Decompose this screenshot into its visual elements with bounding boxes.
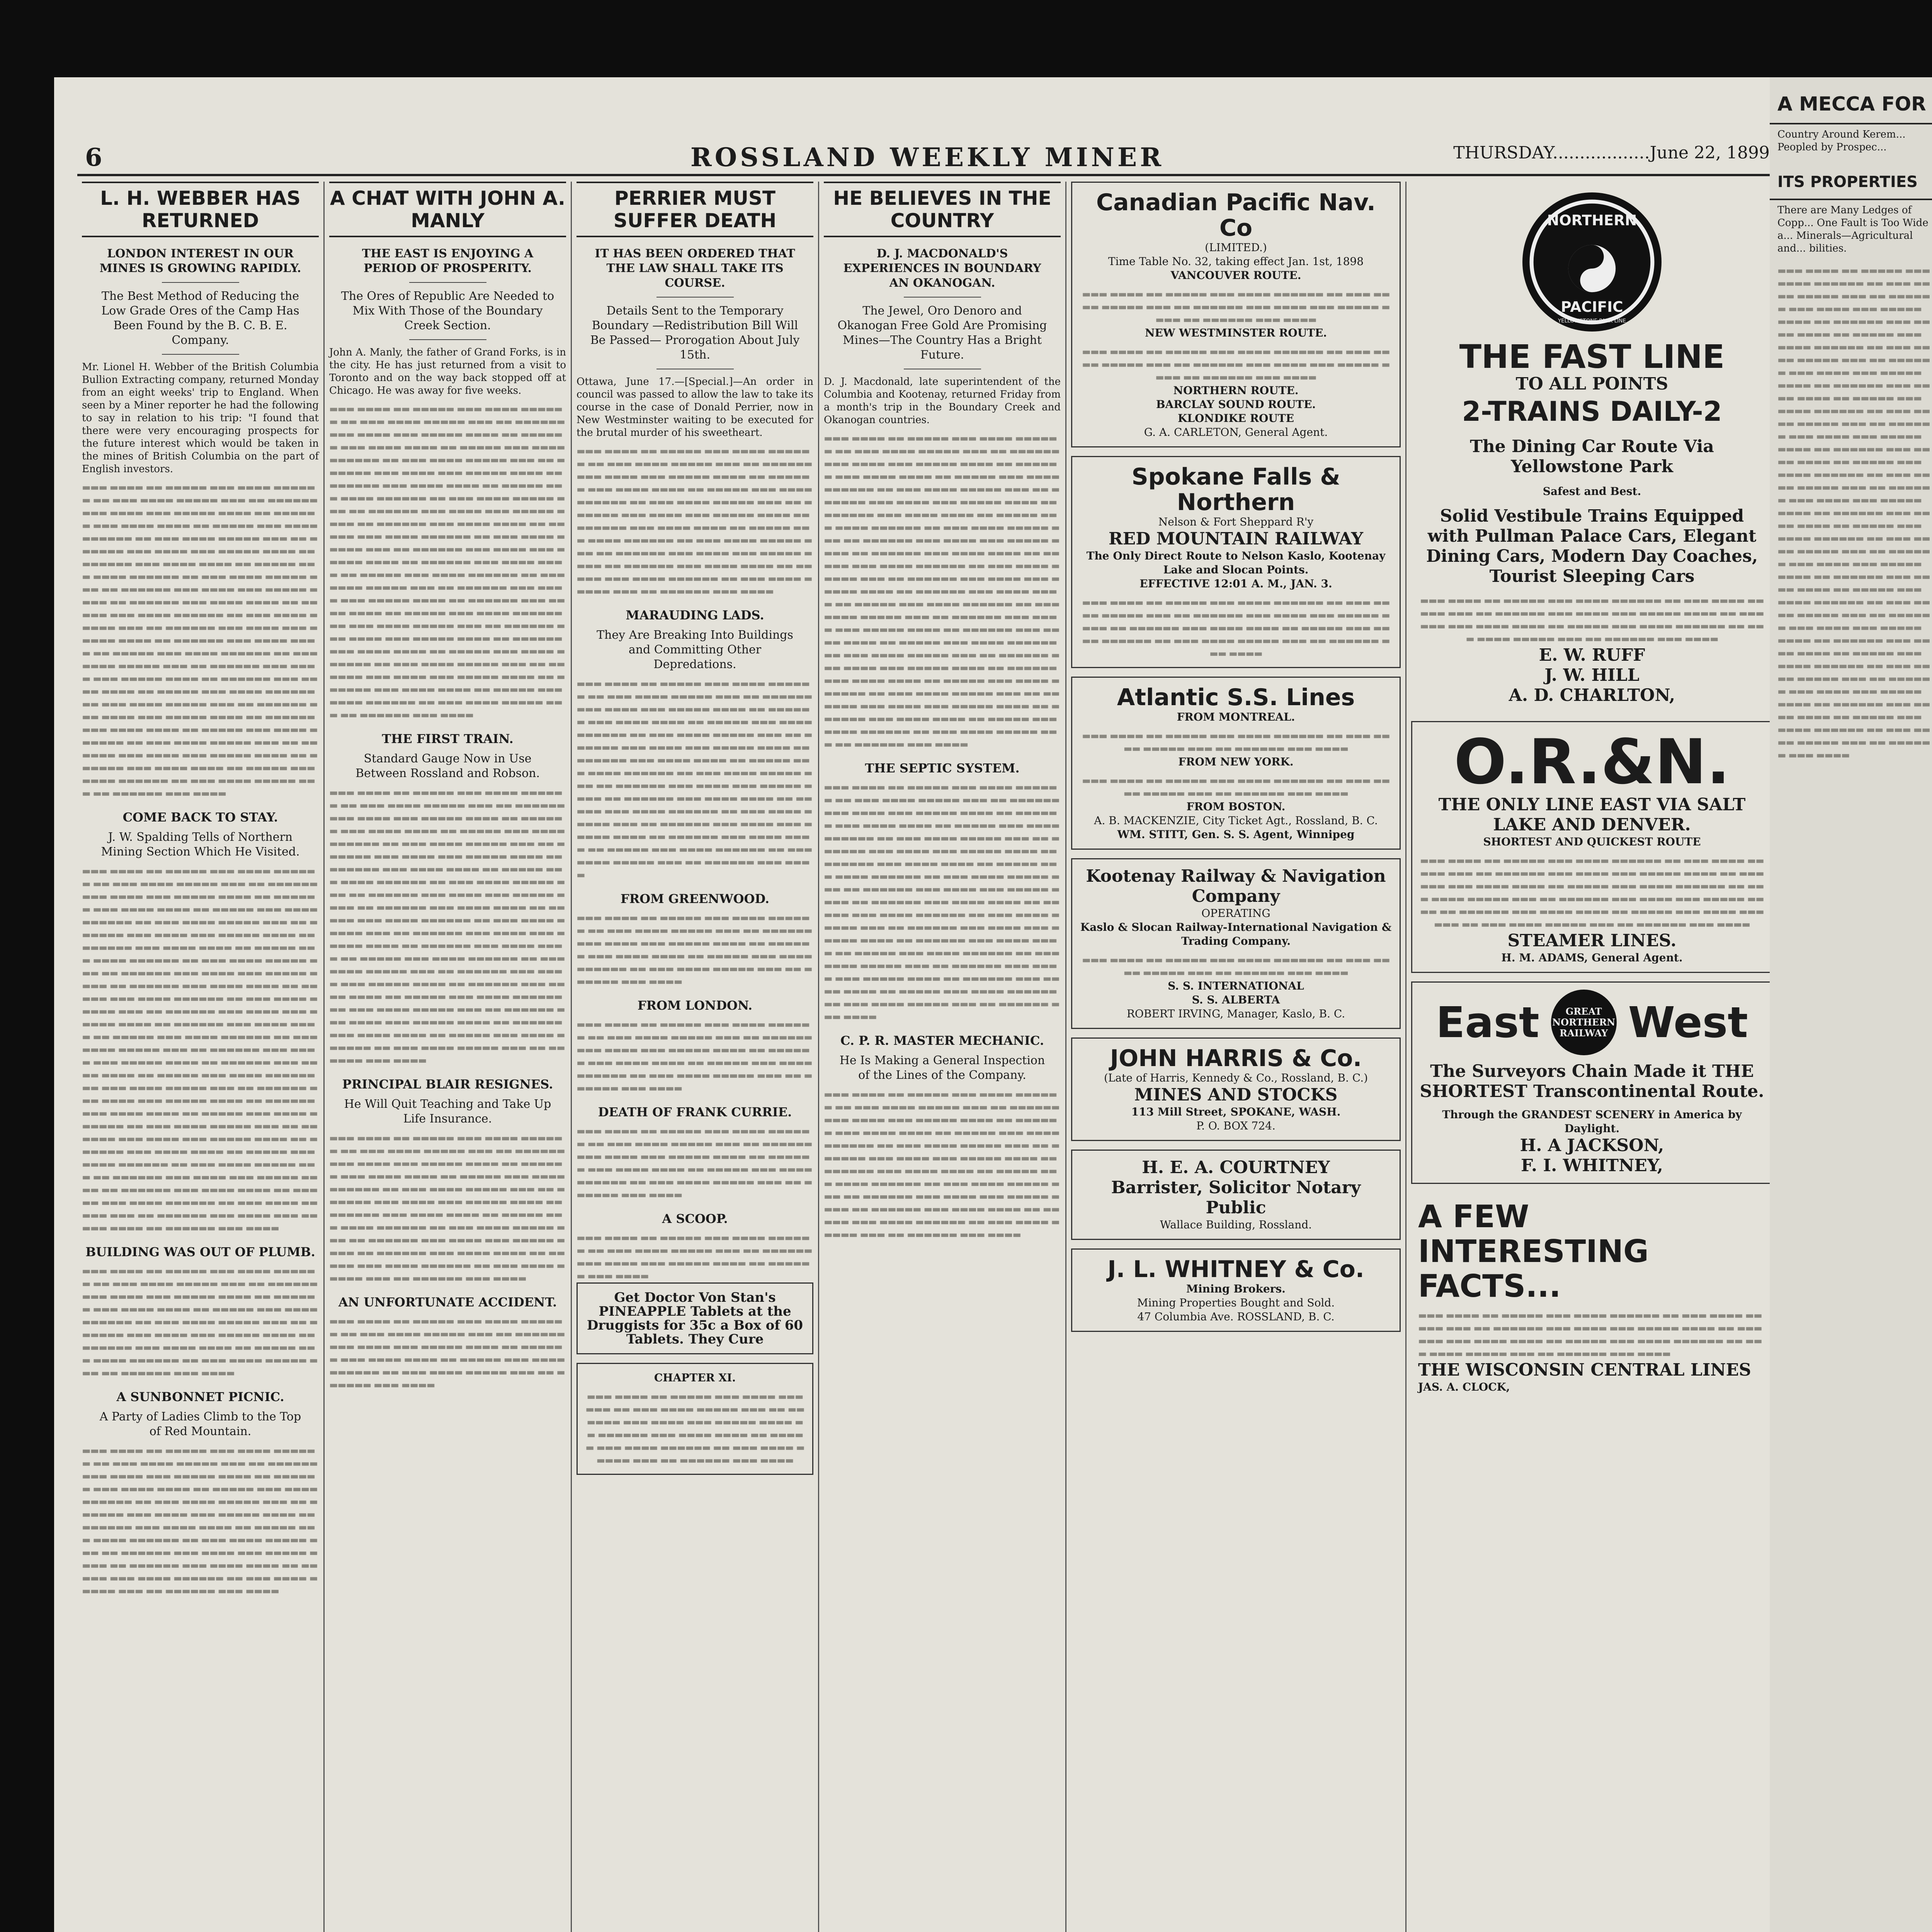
illegible-text: ▬▬▬ ▬▬▬▬ ▬▬ ▬▬▬▬▬ ▬▬▬ ▬▬▬▬ ▬▬▬▬▬▬ ▬▬ ▬▬▬ ▬▬▬▬ ▬▬▬▬▬ ▬▬▬ ▬▬ ▬▬▬▬▬▬ ▬▬▬ ▬▬▬▬ (1082, 730, 1390, 754)
few-facts: A FEW INTERESTING FACTS... (1418, 1199, 1649, 1304)
subhead: A SUNBONNET PICNIC. (116, 1389, 284, 1404)
subdeck: The Ores of Republic Are Needed to Mix With Those of the Boundary Creek Section. (341, 289, 554, 332)
ad-line: RED MOUNTAIN RAILWAY (1109, 529, 1363, 549)
subhead-deck: He Is Making a General Inspection of the Lines of the Company. (839, 1054, 1045, 1082)
column-ads-left (1066, 182, 1406, 1932)
agent-name: H. A JACKSON, (1520, 1136, 1664, 1155)
illegible-text: ▬▬▬ ▬▬▬▬ ▬▬ ▬▬▬▬▬ ▬▬▬ ▬▬▬▬ ▬▬▬▬▬▬ ▬▬ ▬▬▬ ▬▬▬▬ ▬▬▬▬▬ ▬▬▬ ▬▬ ▬▬▬▬▬▬ ▬▬▬ ▬▬▬▬ ▬▬▬ ▬▬▬▬▬ ▬▬▬▬ ▬▬ ▬▬▬▬▬▬ ▬▬▬ ▬▬▬▬ ▬▬▬▬ ▬▬ ▬▬▬▬▬ ▬▬▬ ▬▬▬▬ ▬▬▬▬▬▬ ▬▬ ▬▬▬ ▬▬▬▬ ▬▬▬▬▬ ▬▬▬ ▬▬ ▬▬▬▬▬▬ ▬▬▬ ▬▬▬▬ ▬▬▬ ▬▬▬▬▬ ▬▬▬▬ ▬▬ ▬▬▬▬▬▬ ▬▬▬ ▬▬▬▬ ▬▬▬▬ ▬▬ ▬▬▬▬▬ ▬▬▬ ▬▬▬▬ ▬▬▬▬▬▬ ▬▬ ▬▬▬ ▬▬▬▬ ▬▬▬▬▬ ▬▬▬ ▬▬ ▬▬▬▬▬▬ ▬▬▬ ▬▬▬▬ ▬▬▬ ▬▬▬▬▬ ▬▬▬▬ ▬▬ ▬▬▬▬▬▬ ▬▬▬ ▬▬▬▬ ▬▬▬▬ ▬▬ ▬▬▬▬▬ ▬▬▬ ▬▬▬▬ ▬▬▬▬▬▬ ▬▬ ▬▬▬ ▬▬▬▬ ▬▬▬▬▬ ▬▬▬ ▬▬ ▬▬▬▬▬▬ ▬▬▬ ▬▬▬▬ ▬▬▬ ▬▬▬▬▬ ▬▬▬▬ ▬▬ ▬▬▬▬▬▬ ▬▬▬ ▬▬▬▬ ▬▬▬▬ ▬▬ ▬▬▬▬▬ ▬▬▬ ▬▬▬▬ ▬▬▬▬▬▬ ▬▬ ▬▬▬ ▬▬▬▬ ▬▬▬▬▬ ▬▬▬ ▬▬ ▬▬▬▬▬▬ ▬▬▬ ▬▬▬▬ ▬▬▬ ▬▬▬▬▬ ▬▬▬▬ ▬▬ ▬▬▬▬▬▬ ▬▬▬ ▬▬▬▬ ▬▬▬▬ ▬▬ ▬▬▬▬▬ ▬▬▬ ▬▬▬▬ ▬▬▬▬▬▬ ▬▬ ▬▬▬ ▬▬▬▬ ▬▬▬▬▬ ▬▬▬ ▬▬ ▬▬▬▬▬▬ ▬▬▬ ▬▬▬▬ ▬▬▬ ▬▬▬▬▬ ▬▬▬▬ ▬▬ ▬▬▬▬▬▬ ▬▬▬ ▬▬▬▬ ▬▬▬▬ ▬▬ ▬▬▬▬▬ ▬▬▬ ▬▬▬▬ ▬▬▬▬▬▬ ▬▬ ▬▬▬ ▬▬▬▬ ▬▬▬▬▬ ▬▬▬ ▬▬ ▬▬▬▬▬▬ ▬▬▬ ▬▬▬▬ ▬▬▬ ▬▬▬▬▬ ▬▬▬▬ ▬▬ ▬▬▬▬▬▬ ▬▬▬ ▬▬▬▬ ▬▬▬▬ ▬▬ ▬▬▬▬▬ ▬▬▬ ▬▬▬▬ ▬▬▬▬▬▬ ▬▬ ▬▬▬ ▬▬▬▬ ▬▬▬▬▬ ▬▬▬ ▬▬ ▬▬▬▬▬▬ ▬▬▬ ▬▬▬▬ (824, 433, 1060, 750)
john-harris-ad (1071, 1037, 1401, 1141)
atlantic-ss-ad (1071, 677, 1401, 850)
ad-line: FROM NEW YORK. (1178, 755, 1294, 768)
article-body: John A. Manly, the father of Grand Forks, is in the city. He has just returned from a visit to Toronto and on the way back stopped off at Chicago. He was away for five weeks. (329, 347, 566, 396)
northern-pacific-logo (1522, 192, 1662, 332)
issue-date: THURSDAY..................June 22, 1899 (1453, 143, 1770, 163)
column-perrier (572, 182, 819, 1932)
subdeck: Details Sent to the Temporary Boundary —Redistribution Bill Will Be Passed— Prorogation About July 15th. (590, 304, 800, 362)
subhead-deck: They Are Breaking Into Buildings and Committing Other Depredations. (597, 628, 793, 671)
illegible-text: ▬▬▬ ▬▬▬▬ ▬▬ ▬▬▬▬▬ ▬▬▬ ▬▬▬▬ ▬▬▬▬▬▬ ▬▬ ▬▬▬ ▬▬▬▬ ▬▬▬▬▬ ▬▬▬ ▬▬ ▬▬▬▬▬▬ ▬▬▬ ▬▬▬▬ ▬▬▬ ▬▬▬▬▬ ▬▬▬▬ ▬▬ ▬▬▬▬▬▬ ▬▬▬ ▬▬▬▬ ▬▬▬▬ ▬▬ ▬▬▬▬▬ ▬▬▬ ▬▬▬▬ ▬▬▬▬▬▬ ▬▬ ▬▬▬ ▬▬▬▬ ▬▬▬▬▬ ▬▬▬ ▬▬ ▬▬▬▬▬▬ ▬▬▬ ▬▬▬▬ ▬▬▬ ▬▬▬▬▬ ▬▬▬▬ ▬▬ ▬▬▬▬▬▬ ▬▬▬ ▬▬▬▬ ▬▬▬▬ ▬▬ ▬▬▬▬▬ ▬▬▬ ▬▬▬▬ ▬▬▬▬▬▬ ▬▬ ▬▬▬ ▬▬▬▬ ▬▬▬▬▬ ▬▬▬ ▬▬ ▬▬▬▬▬▬ ▬▬▬ ▬▬▬▬ ▬▬▬ ▬▬▬▬▬ ▬▬▬▬ ▬▬ ▬▬▬▬▬▬ ▬▬▬ ▬▬▬▬ ▬▬▬▬ ▬▬ ▬▬▬▬▬ ▬▬▬ ▬▬▬▬ ▬▬▬▬▬▬ ▬▬ ▬▬▬ ▬▬▬▬ ▬▬▬▬▬ ▬▬▬ ▬▬ ▬▬▬▬▬▬ ▬▬▬ ▬▬▬▬ ▬▬▬ ▬▬▬▬▬ ▬▬▬▬ ▬▬ ▬▬▬▬▬▬ ▬▬▬ ▬▬▬▬ ▬▬▬▬ ▬▬ ▬▬▬▬▬ ▬▬▬ ▬▬▬▬ ▬▬▬▬▬▬ ▬▬ ▬▬▬ ▬▬▬▬ ▬▬▬▬▬ ▬▬▬ ▬▬ ▬▬▬▬▬▬ ▬▬▬ ▬▬▬▬ ▬▬▬ ▬▬▬▬▬ ▬▬▬▬ ▬▬ ▬▬▬▬▬▬ ▬▬▬ ▬▬▬▬ ▬▬▬▬ ▬▬ ▬▬▬▬▬ ▬▬▬ ▬▬▬▬ ▬▬▬▬▬▬ ▬▬ ▬▬▬ ▬▬▬▬ ▬▬▬▬▬ ▬▬▬ ▬▬ ▬▬▬▬▬▬ ▬▬▬ ▬▬▬▬ ▬▬▬ ▬▬▬▬▬ ▬▬▬▬ ▬▬ ▬▬▬▬▬▬ ▬▬▬ ▬▬▬▬ ▬▬▬▬ ▬▬ ▬▬▬▬▬ ▬▬▬ ▬▬▬▬ ▬▬▬▬▬▬ ▬▬ ▬▬▬ ▬▬▬▬ ▬▬▬▬▬ ▬▬▬ ▬▬ ▬▬▬▬▬▬ ▬▬▬ ▬▬▬▬ ▬▬▬ ▬▬▬▬▬ ▬▬▬▬ ▬▬ ▬▬▬▬▬▬ ▬▬▬ ▬▬▬▬ ▬▬▬▬ ▬▬ ▬▬▬▬▬ ▬▬▬ ▬▬▬▬ ▬▬▬▬▬▬ ▬▬ ▬▬▬ ▬▬▬▬ ▬▬▬▬▬ ▬▬▬ ▬▬ ▬▬▬▬▬▬ ▬▬▬ ▬▬▬▬ (1777, 265, 1930, 760)
ad-line: OPERATING (1201, 907, 1270, 920)
ad-line: Kaslo & Slocan Railway-International Navigation & Trading Company. (1080, 921, 1392, 947)
east-label: East (1436, 998, 1539, 1047)
illegible-text: ▬▬▬ ▬▬▬▬ ▬▬ ▬▬▬▬▬ ▬▬▬ ▬▬▬▬ ▬▬▬▬▬▬ ▬▬ ▬▬▬ ▬▬▬▬ ▬▬▬▬▬ ▬▬▬ ▬▬ ▬▬▬▬▬▬ ▬▬▬ ▬▬▬▬ ▬▬▬ ▬▬▬▬▬ ▬▬▬▬ ▬▬ ▬▬▬▬▬▬ ▬▬▬ ▬▬▬▬ ▬▬▬▬ ▬▬ ▬▬▬▬▬ ▬▬▬ ▬▬▬▬ ▬▬▬▬▬▬ ▬▬ ▬▬▬ ▬▬▬▬ ▬▬▬▬▬ ▬▬▬ ▬▬ ▬▬▬▬▬▬ ▬▬▬ ▬▬▬▬ (1082, 597, 1390, 659)
ad-line: WM. STITT, Gen. S. S. Agent, Winnipeg (1117, 828, 1355, 841)
ad-line: BARCLAY SOUND ROUTE. (1156, 398, 1316, 411)
strip-subhead: ITS PROPERTIES (1770, 158, 1932, 200)
illegible-text: ▬▬▬ ▬▬▬▬ ▬▬ ▬▬▬▬▬ ▬▬▬ ▬▬▬▬ ▬▬▬▬▬▬ ▬▬ ▬▬▬ ▬▬▬▬ ▬▬▬▬▬ ▬▬▬ ▬▬ ▬▬▬▬▬▬ ▬▬▬ ▬▬▬▬ (1082, 954, 1390, 978)
divider (409, 282, 486, 283)
ad-line: Nelson & Fort Sheppard R'y (1158, 515, 1314, 528)
column-ads-right (1406, 182, 1777, 1932)
northern-pacific-ad (1411, 182, 1773, 713)
subhead: BUILDING WAS OUT OF PLUMB. (85, 1245, 315, 1259)
ad-line: S. S. ALBERTA (1192, 993, 1280, 1006)
ad-line: The Only Direct Route to Nelson Kaslo, Kootenay Lake and Slocan Points. (1086, 549, 1386, 576)
logo-text-bottom: PACIFIC (1561, 298, 1623, 316)
illegible-text: ▬▬▬ ▬▬▬▬ ▬▬ ▬▬▬▬▬ ▬▬▬ ▬▬▬▬ ▬▬▬▬▬▬ ▬▬ ▬▬▬ ▬▬▬▬ ▬▬▬▬▬ ▬▬▬ ▬▬ ▬▬▬▬▬▬ ▬▬▬ ▬▬▬▬ ▬▬▬ ▬▬▬▬▬ ▬▬▬▬ ▬▬ ▬▬▬▬▬▬ ▬▬▬ ▬▬▬▬ (1082, 346, 1390, 383)
illegible-text: ▬▬▬ ▬▬▬▬ ▬▬ ▬▬▬▬▬ ▬▬▬ ▬▬▬▬ ▬▬▬▬▬▬ ▬▬ ▬▬▬ ▬▬▬▬ ▬▬▬▬▬ ▬▬▬ ▬▬ ▬▬▬▬▬▬ ▬▬▬ ▬▬▬▬ ▬▬▬ ▬▬▬▬▬ ▬▬▬▬ ▬▬ ▬▬▬▬▬▬ ▬▬▬ ▬▬▬▬ (1082, 289, 1390, 325)
subhead: THE SEPTIC SYSTEM. (865, 761, 1020, 776)
fast-line: THE FAST LINE (1459, 338, 1725, 376)
dining-route: The Dining Car Route Via Yellowstone Park (1470, 437, 1714, 476)
illegible-text: ▬▬▬ ▬▬▬▬ ▬▬ ▬▬▬▬▬ ▬▬▬ ▬▬▬▬ ▬▬▬▬▬▬ ▬▬ ▬▬▬ ▬▬▬▬ ▬▬▬▬▬ ▬▬▬ ▬▬ ▬▬▬▬▬▬ ▬▬▬ ▬▬▬▬ ▬▬▬ ▬▬▬▬▬ ▬▬▬▬ ▬▬ ▬▬▬▬▬▬ ▬▬▬ ▬▬▬▬ ▬▬▬▬ ▬▬ ▬▬▬▬▬ ▬▬▬ ▬▬▬▬ ▬▬▬▬▬▬ ▬▬ ▬▬▬ ▬▬▬▬ ▬▬▬▬▬ ▬▬▬ ▬▬ ▬▬▬▬▬▬ ▬▬▬ ▬▬▬▬ ▬▬▬ ▬▬▬▬▬ ▬▬▬▬ ▬▬ ▬▬▬▬▬▬ ▬▬▬ ▬▬▬▬ ▬▬▬▬ ▬▬ ▬▬▬▬▬ ▬▬▬ ▬▬▬▬ ▬▬▬▬▬▬ ▬▬ ▬▬▬ ▬▬▬▬ ▬▬▬▬▬ ▬▬▬ ▬▬ ▬▬▬▬▬▬ ▬▬▬ ▬▬▬▬ ▬▬▬ ▬▬▬▬▬ ▬▬▬▬ ▬▬ ▬▬▬▬▬▬ ▬▬▬ ▬▬▬▬ ▬▬▬▬ ▬▬ ▬▬▬▬▬ ▬▬▬ ▬▬▬▬ ▬▬▬▬▬▬ ▬▬ ▬▬▬ ▬▬▬▬ ▬▬▬▬▬ ▬▬▬ ▬▬ ▬▬▬▬▬▬ ▬▬▬ ▬▬▬▬ (824, 1089, 1060, 1240)
subhead-deck: He Will Quit Teaching and Take Up Life Insurance. (344, 1097, 551, 1126)
illegible-text: ▬▬▬ ▬▬▬▬ ▬▬ ▬▬▬▬▬ ▬▬▬ ▬▬▬▬ ▬▬▬▬▬▬ ▬▬ ▬▬▬ ▬▬▬▬ ▬▬▬▬▬ ▬▬▬ ▬▬ ▬▬▬▬▬▬ ▬▬▬ ▬▬▬▬ ▬▬▬ ▬▬▬▬▬ ▬▬▬▬ ▬▬ ▬▬▬▬▬▬ ▬▬▬ ▬▬▬▬ ▬▬▬▬ ▬▬ ▬▬▬▬▬ ▬▬▬ ▬▬▬▬ ▬▬▬▬▬▬ ▬▬ ▬▬▬ ▬▬▬▬ ▬▬▬▬▬ ▬▬▬ ▬▬ ▬▬▬▬▬▬ ▬▬▬ ▬▬▬▬ (329, 1316, 565, 1390)
agent-name: F. I. WHITNEY, (1521, 1156, 1663, 1175)
to-all-points: TO ALL POINTS (1515, 374, 1668, 394)
article-body: D. J. Macdonald, late superintendent of the Columbia and Kootenay, returned Friday from a month's trip in the Boundary Creek and Okanogan countries. (824, 376, 1061, 426)
ad-line: EFFECTIVE 12:01 A. M., JAN. 3. (1139, 577, 1332, 590)
west-label: West (1628, 998, 1748, 1047)
ad-name: J. L. WHITNEY & Co. (1107, 1256, 1364, 1283)
subhead: MARAUDING LADS. (626, 608, 764, 622)
ad-name: Canadian Pacific Nav. Co (1096, 189, 1376, 242)
illegible-text: ▬▬▬ ▬▬▬▬ ▬▬ ▬▬▬▬▬ ▬▬▬ ▬▬▬▬ ▬▬▬▬▬▬ ▬▬ ▬▬▬ ▬▬▬▬ ▬▬▬▬▬ ▬▬▬ ▬▬ ▬▬▬▬▬▬ ▬▬▬ ▬▬▬▬ ▬▬▬ ▬▬▬▬▬ ▬▬▬▬ ▬▬ ▬▬▬▬▬▬ ▬▬▬ ▬▬▬▬ ▬▬▬▬ ▬▬ ▬▬▬▬▬ ▬▬▬ ▬▬▬▬ ▬▬▬▬▬▬ ▬▬ ▬▬▬ ▬▬▬▬ ▬▬▬▬▬ ▬▬▬ ▬▬ ▬▬▬▬▬▬ ▬▬▬ ▬▬▬▬ ▬▬▬ ▬▬▬▬▬ ▬▬▬▬ ▬▬ ▬▬▬▬▬▬ ▬▬▬ ▬▬▬▬ ▬▬▬▬ ▬▬ ▬▬▬▬▬ ▬▬▬ ▬▬▬▬ ▬▬▬▬▬▬ ▬▬ ▬▬▬ ▬▬▬▬ ▬▬▬▬▬ ▬▬▬ ▬▬ ▬▬▬▬▬▬ ▬▬▬ ▬▬▬▬ ▬▬▬ ▬▬▬▬▬ ▬▬▬▬ ▬▬ ▬▬▬▬▬▬ ▬▬▬ ▬▬▬▬ ▬▬▬▬ ▬▬ ▬▬▬▬▬ ▬▬▬ ▬▬▬▬ ▬▬▬▬▬▬ ▬▬ ▬▬▬ ▬▬▬▬ ▬▬▬▬▬ ▬▬▬ ▬▬ ▬▬▬▬▬▬ ▬▬▬ ▬▬▬▬ (577, 446, 812, 597)
article-body: Mr. Lionel H. Webber of the British Columbia Bullion Extracting company, returned Monday from an eight weeks' trip to England. When seen by a Miner reporter he had the following to say in relation to his trip: "I found that there were very encouraging prospects for the future interest which would be taken in the mines of British Columbia on the part of English investors. (82, 361, 319, 475)
strip-headline: A MECCA FOR (1770, 77, 1932, 124)
subhead: DEATH OF FRANK CURRIE. (598, 1105, 792, 1119)
ad-line: VANCOUVER ROUTE. (1170, 269, 1301, 282)
column-manly (325, 182, 572, 1932)
ad-line: NEW WESTMINSTER ROUTE. (1145, 327, 1327, 339)
newspaper-title: ROSSLAND WEEKLY MINER (690, 142, 1165, 172)
deck: D. J. MACDONALD'S EXPERIENCES IN BOUNDARY AN OKANOGAN. (843, 247, 1041, 290)
strip-body: There are Many Ledges of Copp... One Fault is Too Wide a... Minerals—Agricultural and... bilities. (1777, 204, 1929, 254)
pineapple-ad (577, 1282, 813, 1354)
courtney-ad (1071, 1150, 1401, 1240)
ad-line: Mining Properties Bought and Sold. (1137, 1296, 1335, 1309)
adjacent-page-strip (1770, 77, 1932, 1932)
ad-line: S. S. INTERNATIONAL (1168, 980, 1304, 992)
page-number: 6 (85, 143, 102, 172)
subhead-deck: A Party of Ladies Climb to the Top of Red Mountain. (99, 1410, 301, 1438)
illegible-text: ▬▬▬ ▬▬▬▬ ▬▬ ▬▬▬▬▬ ▬▬▬ ▬▬▬▬ ▬▬▬▬▬▬ ▬▬ ▬▬▬ ▬▬▬▬ ▬▬▬▬▬ ▬▬▬ ▬▬ ▬▬▬▬▬▬ ▬▬▬ ▬▬▬▬ ▬▬▬ ▬▬▬▬▬ ▬▬▬▬ ▬▬ ▬▬▬▬▬▬ ▬▬▬ ▬▬▬▬ ▬▬▬▬ ▬▬ ▬▬▬▬▬ ▬▬▬ ▬▬▬▬ ▬▬▬▬▬▬ ▬▬ ▬▬▬ ▬▬▬▬ ▬▬▬▬▬ ▬▬▬ ▬▬ ▬▬▬▬▬▬ ▬▬▬ ▬▬▬▬ (1418, 1310, 1762, 1359)
illegible-text: ▬▬▬ ▬▬▬▬ ▬▬ ▬▬▬▬▬ ▬▬▬ ▬▬▬▬ ▬▬▬▬▬▬ ▬▬ ▬▬▬ ▬▬▬▬ ▬▬▬▬▬ ▬▬▬ ▬▬ ▬▬▬▬▬▬ ▬▬▬ ▬▬▬▬ ▬▬▬ ▬▬▬▬▬ ▬▬▬▬ ▬▬ ▬▬▬▬▬▬ ▬▬▬ ▬▬▬▬ ▬▬▬▬ ▬▬ ▬▬▬▬▬ ▬▬▬ ▬▬▬▬ ▬▬▬▬▬▬ ▬▬ ▬▬▬ ▬▬▬▬ ▬▬▬▬▬ ▬▬▬ ▬▬ ▬▬▬▬▬▬ ▬▬▬ ▬▬▬▬ ▬▬▬ ▬▬▬▬▬ ▬▬▬▬ ▬▬ ▬▬▬▬▬▬ ▬▬▬ ▬▬▬▬ ▬▬▬▬ ▬▬ ▬▬▬▬▬ ▬▬▬ ▬▬▬▬ ▬▬▬▬▬▬ ▬▬ ▬▬▬ ▬▬▬▬ ▬▬▬▬▬ ▬▬▬ ▬▬ ▬▬▬▬▬▬ ▬▬▬ ▬▬▬▬ ▬▬▬ ▬▬▬▬▬ ▬▬▬▬ ▬▬ ▬▬▬▬▬▬ ▬▬▬ ▬▬▬▬ ▬▬▬▬ ▬▬ ▬▬▬▬▬ ▬▬▬ ▬▬▬▬ ▬▬▬▬▬▬ ▬▬ ▬▬▬ ▬▬▬▬ ▬▬▬▬▬ ▬▬▬ ▬▬ ▬▬▬▬▬▬ ▬▬▬ ▬▬▬▬ ▬▬▬ ▬▬▬▬▬ ▬▬▬▬ ▬▬ ▬▬▬▬▬▬ ▬▬▬ ▬▬▬▬ ▬▬▬▬ ▬▬ ▬▬▬▬▬ ▬▬▬ ▬▬▬▬ ▬▬▬▬▬▬ ▬▬ ▬▬▬ ▬▬▬▬ ▬▬▬▬▬ ▬▬▬ ▬▬ ▬▬▬▬▬▬ ▬▬▬ ▬▬▬▬ ▬▬▬ ▬▬▬▬▬ ▬▬▬▬ ▬▬ ▬▬▬▬▬▬ ▬▬▬ ▬▬▬▬ ▬▬▬▬ ▬▬ ▬▬▬▬▬ ▬▬▬ ▬▬▬▬ ▬▬▬▬▬▬ ▬▬ ▬▬▬ ▬▬▬▬ ▬▬▬▬▬ ▬▬▬ ▬▬ ▬▬▬▬▬▬ ▬▬▬ ▬▬▬▬ (824, 782, 1060, 1022)
newspaper-page (54, 77, 1909, 1932)
vestibule-trains: Solid Vestibule Trains Equipped with Pullman Palace Cars, Elegant Dining Cars, Modern Day Coaches, Tourist Sleeping Cars (1426, 506, 1758, 586)
ad-line: FROM MONTREAL. (1177, 711, 1295, 723)
steamer-lines: STEAMER LINES. (1507, 931, 1677, 951)
illegible-text: ▬▬▬ ▬▬▬▬ ▬▬ ▬▬▬▬▬ ▬▬▬ ▬▬▬▬ ▬▬▬▬▬▬ ▬▬ ▬▬▬ ▬▬▬▬ ▬▬▬▬▬ ▬▬▬ ▬▬ ▬▬▬▬▬▬ ▬▬▬ ▬▬▬▬ ▬▬▬ ▬▬▬▬▬ ▬▬▬▬ ▬▬ ▬▬▬▬▬▬ ▬▬▬ ▬▬▬▬ ▬▬▬▬ ▬▬ ▬▬▬▬▬ ▬▬▬ ▬▬▬▬ ▬▬▬▬▬▬ ▬▬ ▬▬▬ ▬▬▬▬ ▬▬▬▬▬ ▬▬▬ ▬▬ ▬▬▬▬▬▬ ▬▬▬ ▬▬▬▬ ▬▬▬ ▬▬▬▬▬ ▬▬▬▬ ▬▬ ▬▬▬▬▬▬ ▬▬▬ ▬▬▬▬ ▬▬▬▬ ▬▬ ▬▬▬▬▬ ▬▬▬ ▬▬▬▬ ▬▬▬▬▬▬ ▬▬ ▬▬▬ ▬▬▬▬ ▬▬▬▬▬ ▬▬▬ ▬▬ ▬▬▬▬▬▬ ▬▬▬ ▬▬▬▬ (1420, 855, 1764, 930)
illegible-text: ▬▬▬ ▬▬▬▬ ▬▬ ▬▬▬▬▬ ▬▬▬ ▬▬▬▬ ▬▬▬▬▬▬ ▬▬ ▬▬▬ ▬▬▬▬ ▬▬▬▬▬ ▬▬▬ ▬▬ ▬▬▬▬▬▬ ▬▬▬ ▬▬▬▬ ▬▬▬ ▬▬▬▬▬ ▬▬▬▬ ▬▬ ▬▬▬▬▬▬ ▬▬▬ ▬▬▬▬ ▬▬▬▬ ▬▬ ▬▬▬▬▬ ▬▬▬ ▬▬▬▬ ▬▬▬▬▬▬ ▬▬ ▬▬▬ ▬▬▬▬ ▬▬▬▬▬ ▬▬▬ ▬▬ ▬▬▬▬▬▬ ▬▬▬ ▬▬▬▬ ▬▬▬ ▬▬▬▬▬ ▬▬▬▬ ▬▬ ▬▬▬▬▬▬ ▬▬▬ ▬▬▬▬ ▬▬▬▬ ▬▬ ▬▬▬▬▬ ▬▬▬ ▬▬▬▬ ▬▬▬▬▬▬ ▬▬ ▬▬▬ ▬▬▬▬ ▬▬▬▬▬ ▬▬▬ ▬▬ ▬▬▬▬▬▬ ▬▬▬ ▬▬▬▬ ▬▬▬ ▬▬▬▬▬ ▬▬▬▬ ▬▬ ▬▬▬▬▬▬ ▬▬▬ ▬▬▬▬ ▬▬▬▬ ▬▬ ▬▬▬▬▬ ▬▬▬ ▬▬▬▬ ▬▬▬▬▬▬ ▬▬ ▬▬▬ ▬▬▬▬ ▬▬▬▬▬ ▬▬▬ ▬▬ ▬▬▬▬▬▬ ▬▬▬ ▬▬▬▬ (329, 1133, 565, 1284)
illegible-text: ▬▬▬ ▬▬▬▬ ▬▬ ▬▬▬▬▬ ▬▬▬ ▬▬▬▬ ▬▬▬▬▬▬ ▬▬ ▬▬▬ ▬▬▬▬ ▬▬▬▬▬ ▬▬▬ ▬▬ ▬▬▬▬▬▬ ▬▬▬ ▬▬▬▬ ▬▬▬ ▬▬▬▬▬ ▬▬▬▬ ▬▬ ▬▬▬▬▬▬ ▬▬▬ ▬▬▬▬ ▬▬▬▬ ▬▬ ▬▬▬▬▬ ▬▬▬ ▬▬▬▬ ▬▬▬▬▬▬ ▬▬ ▬▬▬ ▬▬▬▬ ▬▬▬▬▬ ▬▬▬ ▬▬ ▬▬▬▬▬▬ ▬▬▬ ▬▬▬▬ (577, 912, 812, 987)
illegible-text: ▬▬▬ ▬▬▬▬ ▬▬ ▬▬▬▬▬ ▬▬▬ ▬▬▬▬ ▬▬▬▬▬▬ ▬▬ ▬▬▬ ▬▬▬▬ ▬▬▬▬▬ ▬▬▬ ▬▬ ▬▬▬▬▬▬ ▬▬▬ ▬▬▬▬ ▬▬▬ ▬▬▬▬▬ ▬▬▬▬ ▬▬ ▬▬▬▬▬▬ ▬▬▬ ▬▬▬▬ ▬▬▬▬ ▬▬ ▬▬▬▬▬ ▬▬▬ ▬▬▬▬ ▬▬▬▬▬▬ ▬▬ ▬▬▬ ▬▬▬▬ ▬▬▬▬▬ ▬▬▬ ▬▬ ▬▬▬▬▬▬ ▬▬▬ ▬▬▬▬ ▬▬▬ ▬▬▬▬▬ ▬▬▬▬ ▬▬ ▬▬▬▬▬▬ ▬▬▬ ▬▬▬▬ ▬▬▬▬ ▬▬ ▬▬▬▬▬ ▬▬▬ ▬▬▬▬ ▬▬▬▬▬▬ ▬▬ ▬▬▬ ▬▬▬▬ ▬▬▬▬▬ ▬▬▬ ▬▬ ▬▬▬▬▬▬ ▬▬▬ ▬▬▬▬ ▬▬▬ ▬▬▬▬▬ ▬▬▬▬ ▬▬ ▬▬▬▬▬▬ ▬▬▬ ▬▬▬▬ ▬▬▬▬ ▬▬ ▬▬▬▬▬ ▬▬▬ ▬▬▬▬ ▬▬▬▬▬▬ ▬▬ ▬▬▬ ▬▬▬▬ ▬▬▬▬▬ ▬▬▬ ▬▬ ▬▬▬▬▬▬ ▬▬▬ ▬▬▬▬ ▬▬▬ ▬▬▬▬▬ ▬▬▬▬ ▬▬ ▬▬▬▬▬▬ ▬▬▬ ▬▬▬▬ ▬▬▬▬ ▬▬ ▬▬▬▬▬ ▬▬▬ ▬▬▬▬ ▬▬▬▬▬▬ ▬▬ ▬▬▬ ▬▬▬▬ ▬▬▬▬▬ ▬▬▬ ▬▬ ▬▬▬▬▬▬ ▬▬▬ ▬▬▬▬ ▬▬▬ ▬▬▬▬▬ ▬▬▬▬ ▬▬ ▬▬▬▬▬▬ ▬▬▬ ▬▬▬▬ ▬▬▬▬ ▬▬ ▬▬▬▬▬ ▬▬▬ ▬▬▬▬ ▬▬▬▬▬▬ ▬▬ ▬▬▬ ▬▬▬▬ ▬▬▬▬▬ ▬▬▬ ▬▬ ▬▬▬▬▬▬ ▬▬▬ ▬▬▬▬ ▬▬▬ ▬▬▬▬▬ ▬▬▬▬ ▬▬ ▬▬▬▬▬▬ ▬▬▬ ▬▬▬▬ ▬▬▬▬ ▬▬ ▬▬▬▬▬ ▬▬▬ ▬▬▬▬ ▬▬▬▬▬▬ ▬▬ ▬▬▬ ▬▬▬▬ ▬▬▬▬▬ ▬▬▬ ▬▬ ▬▬▬▬▬▬ ▬▬▬ ▬▬▬▬ ▬▬▬ ▬▬▬▬▬ ▬▬▬▬ ▬▬ ▬▬▬▬▬▬ ▬▬▬ ▬▬▬▬ ▬▬▬▬ ▬▬ ▬▬▬▬▬ ▬▬▬ ▬▬▬▬ ▬▬▬▬▬▬ ▬▬ ▬▬▬ ▬▬▬▬ ▬▬▬▬▬ ▬▬▬ ▬▬ ▬▬▬▬▬▬ ▬▬▬ ▬▬▬▬ (329, 403, 565, 720)
wisconsin-central: THE WISCONSIN CENTRAL LINES (1418, 1360, 1751, 1380)
ad-name: JOHN HARRIS & Co. (1110, 1045, 1362, 1072)
divider (904, 297, 981, 298)
illegible-text: ▬▬▬ ▬▬▬▬ ▬▬ ▬▬▬▬▬ ▬▬▬ ▬▬▬▬ ▬▬▬▬▬▬ ▬▬ ▬▬▬ ▬▬▬▬ ▬▬▬▬▬ ▬▬▬ ▬▬ ▬▬▬▬▬▬ ▬▬▬ ▬▬▬▬ ▬▬▬ ▬▬▬▬▬ ▬▬▬▬ ▬▬ ▬▬▬▬▬▬ ▬▬▬ ▬▬▬▬ ▬▬▬▬ ▬▬ ▬▬▬▬▬ ▬▬▬ ▬▬▬▬ ▬▬▬▬▬▬ ▬▬ ▬▬▬ ▬▬▬▬ ▬▬▬▬▬ ▬▬▬ ▬▬ ▬▬▬▬▬▬ ▬▬▬ ▬▬▬▬ ▬▬▬ ▬▬▬▬▬ ▬▬▬▬ ▬▬ ▬▬▬▬▬▬ ▬▬▬ ▬▬▬▬ ▬▬▬▬ ▬▬ ▬▬▬▬▬ ▬▬▬ ▬▬▬▬ ▬▬▬▬▬▬ ▬▬ ▬▬▬ ▬▬▬▬ ▬▬▬▬▬ ▬▬▬ ▬▬ ▬▬▬▬▬▬ ▬▬▬ ▬▬▬▬ ▬▬▬ ▬▬▬▬▬ ▬▬▬▬ ▬▬ ▬▬▬▬▬▬ ▬▬▬ ▬▬▬▬ ▬▬▬▬ ▬▬ ▬▬▬▬▬ ▬▬▬ ▬▬▬▬ ▬▬▬▬▬▬ ▬▬ ▬▬▬ ▬▬▬▬ ▬▬▬▬▬ ▬▬▬ ▬▬ ▬▬▬▬▬▬ ▬▬▬ ▬▬▬▬ ▬▬▬ ▬▬▬▬▬ ▬▬▬▬ ▬▬ ▬▬▬▬▬▬ ▬▬▬ ▬▬▬▬ ▬▬▬▬ ▬▬ ▬▬▬▬▬ ▬▬▬ ▬▬▬▬ ▬▬▬▬▬▬ ▬▬ ▬▬▬ ▬▬▬▬ ▬▬▬▬▬ ▬▬▬ ▬▬ ▬▬▬▬▬▬ ▬▬▬ ▬▬▬▬ (577, 678, 812, 880)
great-northern-logo: GREAT NORTHERN RAILWAY (1551, 990, 1617, 1055)
kootenay-railway-ad (1071, 858, 1401, 1029)
subhead: AN UNFORTUNATE ACCIDENT. (338, 1295, 557, 1310)
agent-name: J. W. HILL (1544, 665, 1639, 685)
ad-line: NORTHERN ROUTE. (1173, 384, 1299, 397)
masthead (77, 131, 1777, 176)
great-northern-ad (1411, 981, 1773, 1184)
yin-yang-icon (1526, 196, 1658, 328)
logo-band: YELLOWSTONE PARK LINE (1558, 318, 1626, 324)
chapter-box (577, 1363, 813, 1475)
logo-text-top: NORTHERN (1547, 211, 1637, 229)
subhead: C. P. R. MASTER MECHANIC. (840, 1033, 1044, 1048)
ad-line: 47 Columbia Ave. ROSSLAND, B. C. (1137, 1310, 1335, 1323)
subdeck: The Best Method of Reducing the Low Grade Ores of the Camp Has Been Found by the B. C. B. E. Company. (101, 289, 299, 347)
ad-line: Time Table No. 32, taking effect Jan. 1st, 1898 (1108, 255, 1364, 268)
subhead: COME BACK TO STAY. (122, 810, 278, 825)
spokane-falls-ad (1071, 456, 1401, 668)
deck: LONDON INTEREST IN OUR MINES IS GROWING RAPIDLY. (99, 247, 301, 275)
illegible-text: ▬▬▬ ▬▬▬▬ ▬▬ ▬▬▬▬▬ ▬▬▬ ▬▬▬▬ ▬▬▬▬▬▬ ▬▬ ▬▬▬ ▬▬▬▬ ▬▬▬▬▬ ▬▬▬ ▬▬ ▬▬▬▬▬▬ ▬▬▬ ▬▬▬▬ ▬▬▬ ▬▬▬▬▬ ▬▬▬▬ ▬▬ ▬▬▬▬▬▬ ▬▬▬ ▬▬▬▬ ▬▬▬▬ ▬▬ ▬▬▬▬▬ ▬▬▬ ▬▬▬▬ ▬▬▬▬▬▬ ▬▬ ▬▬▬ ▬▬▬▬ ▬▬▬▬▬ ▬▬▬ ▬▬ ▬▬▬▬▬▬ ▬▬▬ ▬▬▬▬ (577, 1126, 812, 1200)
orn-ad (1411, 721, 1773, 973)
safest: Safest and Best. (1543, 485, 1641, 498)
illegible-text: ▬▬▬ ▬▬▬▬ ▬▬ ▬▬▬▬▬ ▬▬▬ ▬▬▬▬ ▬▬▬▬▬▬ ▬▬ ▬▬▬ ▬▬▬▬ ▬▬▬▬▬ ▬▬▬ ▬▬ ▬▬▬▬▬▬ ▬▬▬ ▬▬▬▬ ▬▬▬ ▬▬▬▬▬ ▬▬▬▬ ▬▬ ▬▬▬▬▬▬ ▬▬▬ ▬▬▬▬ ▬▬▬▬ ▬▬ ▬▬▬▬▬ ▬▬▬ ▬▬▬▬ ▬▬▬▬▬▬ ▬▬ ▬▬▬ ▬▬▬▬ ▬▬▬▬▬ ▬▬▬ ▬▬ ▬▬▬▬▬▬ ▬▬▬ ▬▬▬▬ (585, 1391, 804, 1466)
ad-name: Kootenay Railway & Navigation Company (1086, 866, 1386, 906)
cp-nav-ad (1071, 182, 1401, 447)
headline: L. H. WEBBER HAS RETURNED (82, 182, 319, 237)
agent-name: E. W. RUFF (1539, 645, 1645, 665)
subhead: FROM LONDON. (637, 998, 753, 1013)
ad-line: ROBERT IRVING, Manager, Kaslo, B. C. (1126, 1007, 1345, 1020)
divider (162, 282, 239, 283)
agent-name: A. D. CHARLTON, (1509, 685, 1675, 705)
divider (656, 297, 734, 298)
ad-line: 113 Mill Street, SPOKANE, WASH. (1131, 1105, 1341, 1118)
chapter-title: CHAPTER XI. (654, 1371, 736, 1384)
east-west-row (1419, 990, 1765, 1055)
illegible-text: ▬▬▬ ▬▬▬▬ ▬▬ ▬▬▬▬▬ ▬▬▬ ▬▬▬▬ ▬▬▬▬▬▬ ▬▬ ▬▬▬ ▬▬▬▬ ▬▬▬▬▬ ▬▬▬ ▬▬ ▬▬▬▬▬▬ ▬▬▬ ▬▬▬▬ ▬▬▬ ▬▬▬▬▬ ▬▬▬▬ ▬▬ ▬▬▬▬▬▬ ▬▬▬ ▬▬▬▬ ▬▬▬▬ ▬▬ ▬▬▬▬▬ ▬▬▬ ▬▬▬▬ ▬▬▬▬▬▬ ▬▬ ▬▬▬ ▬▬▬▬ ▬▬▬▬▬ ▬▬▬ ▬▬ ▬▬▬▬▬▬ ▬▬▬ ▬▬▬▬ ▬▬▬ ▬▬▬▬▬ ▬▬▬▬ ▬▬ ▬▬▬▬▬▬ ▬▬▬ ▬▬▬▬ ▬▬▬▬ ▬▬ ▬▬▬▬▬ ▬▬▬ ▬▬▬▬ ▬▬▬▬▬▬ ▬▬ ▬▬▬ ▬▬▬▬ ▬▬▬▬▬ ▬▬▬ ▬▬ ▬▬▬▬▬▬ ▬▬▬ ▬▬▬▬ ▬▬▬ ▬▬▬▬▬ ▬▬▬▬ ▬▬ ▬▬▬▬▬▬ ▬▬▬ ▬▬▬▬ ▬▬▬▬ ▬▬ ▬▬▬▬▬ ▬▬▬ ▬▬▬▬ ▬▬▬▬▬▬ ▬▬ ▬▬▬ ▬▬▬▬ ▬▬▬▬▬ ▬▬▬ ▬▬ ▬▬▬▬▬▬ ▬▬▬ ▬▬▬▬ ▬▬▬ ▬▬▬▬▬ ▬▬▬▬ ▬▬ ▬▬▬▬▬▬ ▬▬▬ ▬▬▬▬ ▬▬▬▬ ▬▬ ▬▬▬▬▬ ▬▬▬ ▬▬▬▬ ▬▬▬▬▬▬ ▬▬ ▬▬▬ ▬▬▬▬ ▬▬▬▬▬ ▬▬▬ ▬▬ ▬▬▬▬▬▬ ▬▬▬ ▬▬▬▬ ▬▬▬ ▬▬▬▬▬ ▬▬▬▬ ▬▬ ▬▬▬▬▬▬ ▬▬▬ ▬▬▬▬ ▬▬▬▬ ▬▬ ▬▬▬▬▬ ▬▬▬ ▬▬▬▬ ▬▬▬▬▬▬ ▬▬ ▬▬▬ ▬▬▬▬ ▬▬▬▬▬ ▬▬▬ ▬▬ ▬▬▬▬▬▬ ▬▬▬ ▬▬▬▬ ▬▬▬ ▬▬▬▬▬ ▬▬▬▬ ▬▬ ▬▬▬▬▬▬ ▬▬▬ ▬▬▬▬ ▬▬▬▬ ▬▬ ▬▬▬▬▬ ▬▬▬ ▬▬▬▬ ▬▬▬▬▬▬ ▬▬ ▬▬▬ ▬▬▬▬ ▬▬▬▬▬ ▬▬▬ ▬▬ ▬▬▬▬▬▬ ▬▬▬ ▬▬▬▬ ▬▬▬ ▬▬▬▬▬ ▬▬▬▬ ▬▬ ▬▬▬▬▬▬ ▬▬▬ ▬▬▬▬ ▬▬▬▬ ▬▬ ▬▬▬▬▬ ▬▬▬ ▬▬▬▬ ▬▬▬▬▬▬ ▬▬ ▬▬▬ ▬▬▬▬ ▬▬▬▬▬ ▬▬▬ ▬▬ ▬▬▬▬▬▬ ▬▬▬ ▬▬▬▬ ▬▬▬ ▬▬▬▬▬ ▬▬▬▬ ▬▬ ▬▬▬▬▬▬ ▬▬▬ ▬▬▬▬ ▬▬▬▬ ▬▬ ▬▬▬▬▬ ▬▬▬ ▬▬▬▬ ▬▬▬▬▬▬ ▬▬ ▬▬▬ ▬▬▬▬ ▬▬▬▬▬ ▬▬▬ ▬▬ ▬▬▬▬▬▬ ▬▬▬ ▬▬▬▬ ▬▬▬ ▬▬▬▬▬ ▬▬▬▬ ▬▬ ▬▬▬▬▬▬ ▬▬▬ ▬▬▬▬ (82, 866, 318, 1233)
subhead: A SCOOP. (662, 1211, 728, 1226)
wisconsin-central-ad (1411, 1192, 1773, 1401)
ad-name: Atlantic S.S. Lines (1117, 684, 1355, 711)
scenery: Through the GRANDEST SCENERY in America by Daylight. (1442, 1108, 1742, 1135)
illegible-text: ▬▬▬ ▬▬▬▬ ▬▬ ▬▬▬▬▬ ▬▬▬ ▬▬▬▬ ▬▬▬▬▬▬ ▬▬ ▬▬▬ ▬▬▬▬ ▬▬▬▬▬ ▬▬▬ ▬▬ ▬▬▬▬▬▬ ▬▬▬ ▬▬▬▬ ▬▬▬ ▬▬▬▬▬ ▬▬▬▬ ▬▬ ▬▬▬▬▬▬ ▬▬▬ ▬▬▬▬ ▬▬▬▬ ▬▬ ▬▬▬▬▬ ▬▬▬ ▬▬▬▬ ▬▬▬▬▬▬ ▬▬ ▬▬▬ ▬▬▬▬ ▬▬▬▬▬ ▬▬▬ ▬▬ ▬▬▬▬▬▬ ▬▬▬ ▬▬▬▬ ▬▬▬ ▬▬▬▬▬ ▬▬▬▬ ▬▬ ▬▬▬▬▬▬ ▬▬▬ ▬▬▬▬ ▬▬▬▬ ▬▬ ▬▬▬▬▬ ▬▬▬ ▬▬▬▬ ▬▬▬▬▬▬ ▬▬ ▬▬▬ ▬▬▬▬ ▬▬▬▬▬ ▬▬▬ ▬▬ ▬▬▬▬▬▬ ▬▬▬ ▬▬▬▬ (82, 1265, 318, 1378)
subhead: FROM GREENWOOD. (620, 891, 770, 906)
orn-title: O.R.&N. (1454, 726, 1730, 798)
divider (409, 339, 486, 340)
illegible-text: ▬▬▬ ▬▬▬▬ ▬▬ ▬▬▬▬▬ ▬▬▬ ▬▬▬▬ ▬▬▬▬▬▬ ▬▬ ▬▬▬ ▬▬▬▬ ▬▬▬▬▬ ▬▬▬ ▬▬ ▬▬▬▬▬▬ ▬▬▬ ▬▬▬▬ ▬▬▬ ▬▬▬▬▬ ▬▬▬▬ ▬▬ ▬▬▬▬▬▬ ▬▬▬ ▬▬▬▬ (577, 1232, 812, 1281)
ad-line: KLONDIKE ROUTE (1177, 412, 1294, 425)
deck: THE EAST IS ENJOYING A PERIOD OF PROSPERITY. (362, 247, 534, 275)
article-body: Ottawa, June 17.—[Special.]—An order in council was passed to allow the law to take its course in the case of Donald Perrier, now in New Westminster waiting to be executed for the brutal murder of his sweetheart. (577, 376, 813, 439)
subdeck: The Jewel, Oro Denoro and Okanogan Free Gold Are Promising Mines—The Country Has a Bright Future. (837, 304, 1047, 362)
ad-line: (LIMITED.) (1205, 241, 1267, 254)
ad-line: A. B. MACKENZIE, City Ticket Agt., Rossland, B. C. (1094, 814, 1378, 827)
column-macdonald (819, 182, 1066, 1932)
illegible-text: ▬▬▬ ▬▬▬▬ ▬▬ ▬▬▬▬▬ ▬▬▬ ▬▬▬▬ ▬▬▬▬▬▬ ▬▬ ▬▬▬ ▬▬▬▬ ▬▬▬▬▬ ▬▬▬ ▬▬ ▬▬▬▬▬▬ ▬▬▬ ▬▬▬▬ ▬▬▬ ▬▬▬▬▬ ▬▬▬▬ ▬▬ ▬▬▬▬▬▬ ▬▬▬ ▬▬▬▬ ▬▬▬▬ ▬▬ ▬▬▬▬▬ ▬▬▬ ▬▬▬▬ ▬▬▬▬▬▬ ▬▬ ▬▬▬ ▬▬▬▬ ▬▬▬▬▬ ▬▬▬ ▬▬ ▬▬▬▬▬▬ ▬▬▬ ▬▬▬▬ ▬▬▬ ▬▬▬▬▬ ▬▬▬▬ ▬▬ ▬▬▬▬▬▬ ▬▬▬ ▬▬▬▬ ▬▬▬▬ ▬▬ ▬▬▬▬▬ ▬▬▬ ▬▬▬▬ ▬▬▬▬▬▬ ▬▬ ▬▬▬ ▬▬▬▬ ▬▬▬▬▬ ▬▬▬ ▬▬ ▬▬▬▬▬▬ ▬▬▬ ▬▬▬▬ ▬▬▬ ▬▬▬▬▬ ▬▬▬▬ ▬▬ ▬▬▬▬▬▬ ▬▬▬ ▬▬▬▬ ▬▬▬▬ ▬▬ ▬▬▬▬▬ ▬▬▬ ▬▬▬▬ ▬▬▬▬▬▬ ▬▬ ▬▬▬ ▬▬▬▬ ▬▬▬▬▬ ▬▬▬ ▬▬ ▬▬▬▬▬▬ ▬▬▬ ▬▬▬▬ ▬▬▬ ▬▬▬▬▬ ▬▬▬▬ ▬▬ ▬▬▬▬▬▬ ▬▬▬ ▬▬▬▬ ▬▬▬▬ ▬▬ ▬▬▬▬▬ ▬▬▬ ▬▬▬▬ ▬▬▬▬▬▬ ▬▬ ▬▬▬ ▬▬▬▬ ▬▬▬▬▬ ▬▬▬ ▬▬ ▬▬▬▬▬▬ ▬▬▬ ▬▬▬▬ ▬▬▬ ▬▬▬▬▬ ▬▬▬▬ ▬▬ ▬▬▬▬▬▬ ▬▬▬ ▬▬▬▬ ▬▬▬▬ ▬▬ ▬▬▬▬▬ ▬▬▬ ▬▬▬▬ ▬▬▬▬▬▬ ▬▬ ▬▬▬ ▬▬▬▬ ▬▬▬▬▬ ▬▬▬ ▬▬ ▬▬▬▬▬▬ ▬▬▬ ▬▬▬▬ ▬▬▬ ▬▬▬▬▬ ▬▬▬▬ ▬▬ ▬▬▬▬▬▬ ▬▬▬ ▬▬▬▬ ▬▬▬▬ ▬▬ ▬▬▬▬▬ ▬▬▬ ▬▬▬▬ ▬▬▬▬▬▬ ▬▬ ▬▬▬ ▬▬▬▬ ▬▬▬▬▬ ▬▬▬ ▬▬ ▬▬▬▬▬▬ ▬▬▬ ▬▬▬▬ (329, 787, 565, 1066)
column-webber (77, 182, 325, 1932)
subhead-deck: Standard Gauge Now in Use Between Rossland and Robson. (355, 752, 540, 780)
strip-deck: Country Around Kerem... Peopled by Prospec... (1777, 129, 1906, 153)
subhead-deck: J. W. Spalding Tells of Northern Mining Section Which He Visited. (101, 830, 300, 859)
ad-line: P. O. BOX 724. (1196, 1119, 1276, 1132)
ad-text: Get Doctor Von Stan's PINEAPPLE Tablets at the Druggists for 35c a Box of 60 Tablets. They Cure (587, 1290, 803, 1347)
trains-daily: 2-TRAINS DAILY-2 (1462, 396, 1722, 427)
headline: HE BELIEVES IN THE COUNTRY (824, 182, 1061, 237)
deck: IT HAS BEEN ORDERED THAT THE LAW SHALL TAKE ITS COURSE. (595, 247, 795, 290)
ad-line: G. A. CARLETON, General Agent. (1144, 426, 1328, 439)
illegible-text: ▬▬▬ ▬▬▬▬ ▬▬ ▬▬▬▬▬ ▬▬▬ ▬▬▬▬ ▬▬▬▬▬▬ ▬▬ ▬▬▬ ▬▬▬▬ ▬▬▬▬▬ ▬▬▬ ▬▬ ▬▬▬▬▬▬ ▬▬▬ ▬▬▬▬ ▬▬▬ ▬▬▬▬▬ ▬▬▬▬ ▬▬ ▬▬▬▬▬▬ ▬▬▬ ▬▬▬▬ ▬▬▬▬ ▬▬ ▬▬▬▬▬ ▬▬▬ ▬▬▬▬ ▬▬▬▬▬▬ ▬▬ ▬▬▬ ▬▬▬▬ ▬▬▬▬▬ ▬▬▬ ▬▬ ▬▬▬▬▬▬ ▬▬▬ ▬▬▬▬ (577, 1019, 812, 1094)
headline: A CHAT WITH JOHN A. MANLY (329, 182, 566, 237)
illegible-text: ▬▬▬ ▬▬▬▬ ▬▬ ▬▬▬▬▬ ▬▬▬ ▬▬▬▬ ▬▬▬▬▬▬ ▬▬ ▬▬▬ ▬▬▬▬ ▬▬▬▬▬ ▬▬▬ ▬▬ ▬▬▬▬▬▬ ▬▬▬ ▬▬▬▬ ▬▬▬ ▬▬▬▬▬ ▬▬▬▬ ▬▬ ▬▬▬▬▬▬ ▬▬▬ ▬▬▬▬ ▬▬▬▬ ▬▬ ▬▬▬▬▬ ▬▬▬ ▬▬▬▬ ▬▬▬▬▬▬ ▬▬ ▬▬▬ ▬▬▬▬ ▬▬▬▬▬ ▬▬▬ ▬▬ ▬▬▬▬▬▬ ▬▬▬ ▬▬▬▬ (1420, 595, 1764, 644)
ad-line: Mining Brokers. (1186, 1282, 1286, 1295)
subhead: PRINCIPAL BLAIR RESIGNES. (342, 1077, 553, 1092)
headline: PERRIER MUST SUFFER DEATH (577, 182, 813, 237)
divider (162, 354, 239, 355)
illegible-text: ▬▬▬ ▬▬▬▬ ▬▬ ▬▬▬▬▬ ▬▬▬ ▬▬▬▬ ▬▬▬▬▬▬ ▬▬ ▬▬▬ ▬▬▬▬ ▬▬▬▬▬ ▬▬▬ ▬▬ ▬▬▬▬▬▬ ▬▬▬ ▬▬▬▬ (1082, 775, 1390, 799)
agent-name: H. M. ADAMS, General Agent. (1501, 951, 1683, 964)
orn-line: THE ONLY LINE EAST VIA SALT LAKE AND DENVER. (1438, 795, 1746, 835)
ad-line: MINES AND STOCKS (1134, 1085, 1338, 1105)
ad-line: FROM BOSTON. (1186, 800, 1286, 813)
whitney-ad (1071, 1248, 1401, 1332)
surveyors: The Surveyors Chain Made it THE SHORTEST Transcontinental Route. (1420, 1061, 1764, 1101)
subhead: THE FIRST TRAIN. (382, 731, 514, 746)
ad-line: Barrister, Solicitor Notary Public (1111, 1178, 1361, 1218)
illegible-text: ▬▬▬ ▬▬▬▬ ▬▬ ▬▬▬▬▬ ▬▬▬ ▬▬▬▬ ▬▬▬▬▬▬ ▬▬ ▬▬▬ ▬▬▬▬ ▬▬▬▬▬ ▬▬▬ ▬▬ ▬▬▬▬▬▬ ▬▬▬ ▬▬▬▬ ▬▬▬ ▬▬▬▬▬ ▬▬▬▬ ▬▬ ▬▬▬▬▬▬ ▬▬▬ ▬▬▬▬ ▬▬▬▬ ▬▬ ▬▬▬▬▬ ▬▬▬ ▬▬▬▬ ▬▬▬▬▬▬ ▬▬ ▬▬▬ ▬▬▬▬ ▬▬▬▬▬ ▬▬▬ ▬▬ ▬▬▬▬▬▬ ▬▬▬ ▬▬▬▬ ▬▬▬ ▬▬▬▬▬ ▬▬▬▬ ▬▬ ▬▬▬▬▬▬ ▬▬▬ ▬▬▬▬ ▬▬▬▬ ▬▬ ▬▬▬▬▬ ▬▬▬ ▬▬▬▬ ▬▬▬▬▬▬ ▬▬ ▬▬▬ ▬▬▬▬ ▬▬▬▬▬ ▬▬▬ ▬▬ ▬▬▬▬▬▬ ▬▬▬ ▬▬▬▬ ▬▬▬ ▬▬▬▬▬ ▬▬▬▬ ▬▬ ▬▬▬▬▬▬ ▬▬▬ ▬▬▬▬ ▬▬▬▬ ▬▬ ▬▬▬▬▬ ▬▬▬ ▬▬▬▬ ▬▬▬▬▬▬ ▬▬ ▬▬▬ ▬▬▬▬ ▬▬▬▬▬ ▬▬▬ ▬▬ ▬▬▬▬▬▬ ▬▬▬ ▬▬▬▬ ▬▬▬ ▬▬▬▬▬ ▬▬▬▬ ▬▬ ▬▬▬▬▬▬ ▬▬▬ ▬▬▬▬ ▬▬▬▬ ▬▬ ▬▬▬▬▬ ▬▬▬ ▬▬▬▬ ▬▬▬▬▬▬ ▬▬ ▬▬▬ ▬▬▬▬ ▬▬▬▬▬ ▬▬▬ ▬▬ ▬▬▬▬▬▬ ▬▬▬ ▬▬▬▬ ▬▬▬ ▬▬▬▬▬ ▬▬▬▬ ▬▬ ▬▬▬▬▬▬ ▬▬▬ ▬▬▬▬ ▬▬▬▬ ▬▬ ▬▬▬▬▬ ▬▬▬ ▬▬▬▬ ▬▬▬▬▬▬ ▬▬ ▬▬▬ ▬▬▬▬ ▬▬▬▬▬ ▬▬▬ ▬▬ ▬▬▬▬▬▬ ▬▬▬ ▬▬▬▬ ▬▬▬ ▬▬▬▬▬ ▬▬▬▬ ▬▬ ▬▬▬▬▬▬ ▬▬▬ ▬▬▬▬ ▬▬▬▬ ▬▬ ▬▬▬▬▬ ▬▬▬ ▬▬▬▬ ▬▬▬▬▬▬ ▬▬ ▬▬▬ ▬▬▬▬ ▬▬▬▬▬ ▬▬▬ ▬▬ ▬▬▬▬▬▬ ▬▬▬ ▬▬▬▬ ▬▬▬ ▬▬▬▬▬ ▬▬▬▬ ▬▬ ▬▬▬▬▬▬ ▬▬▬ ▬▬▬▬ ▬▬▬▬ ▬▬ ▬▬▬▬▬ ▬▬▬ ▬▬▬▬ ▬▬▬▬▬▬ ▬▬ ▬▬▬ ▬▬▬▬ ▬▬▬▬▬ ▬▬▬ ▬▬ ▬▬▬▬▬▬ ▬▬▬ ▬▬▬▬ (82, 482, 318, 799)
ad-name: Spokane Falls & Northern (1131, 463, 1340, 516)
ad-line: (Late of Harris, Kennedy & Co., Rossland, B. C.) (1104, 1071, 1368, 1084)
ad-line: Wallace Building, Rossland. (1160, 1218, 1312, 1231)
illegible-text: ▬▬▬ ▬▬▬▬ ▬▬ ▬▬▬▬▬ ▬▬▬ ▬▬▬▬ ▬▬▬▬▬▬ ▬▬ ▬▬▬ ▬▬▬▬ ▬▬▬▬▬ ▬▬▬ ▬▬ ▬▬▬▬▬▬ ▬▬▬ ▬▬▬▬ ▬▬▬ ▬▬▬▬▬ ▬▬▬▬ ▬▬ ▬▬▬▬▬▬ ▬▬▬ ▬▬▬▬ ▬▬▬▬ ▬▬ ▬▬▬▬▬ ▬▬▬ ▬▬▬▬ ▬▬▬▬▬▬ ▬▬ ▬▬▬ ▬▬▬▬ ▬▬▬▬▬ ▬▬▬ ▬▬ ▬▬▬▬▬▬ ▬▬▬ ▬▬▬▬ ▬▬▬ ▬▬▬▬▬ ▬▬▬▬ ▬▬ ▬▬▬▬▬▬ ▬▬▬ ▬▬▬▬ ▬▬▬▬ ▬▬ ▬▬▬▬▬ ▬▬▬ ▬▬▬▬ ▬▬▬▬▬▬ ▬▬ ▬▬▬ ▬▬▬▬ ▬▬▬▬▬ ▬▬▬ ▬▬ ▬▬▬▬▬▬ ▬▬▬ ▬▬▬▬ ▬▬▬ ▬▬▬▬▬ ▬▬▬▬ ▬▬ ▬▬▬▬▬▬ ▬▬▬ ▬▬▬▬ ▬▬▬▬ ▬▬ ▬▬▬▬▬ ▬▬▬ ▬▬▬▬ ▬▬▬▬▬▬ ▬▬ ▬▬▬ ▬▬▬▬ ▬▬▬▬▬ ▬▬▬ ▬▬ ▬▬▬▬▬▬ ▬▬▬ ▬▬▬▬ (82, 1445, 318, 1596)
ad-name: H. E. A. COURTNEY (1142, 1158, 1330, 1177)
agent-name: JAS. A. CLOCK, (1418, 1381, 1510, 1393)
orn-line: SHORTEST AND QUICKEST ROUTE (1483, 835, 1701, 848)
